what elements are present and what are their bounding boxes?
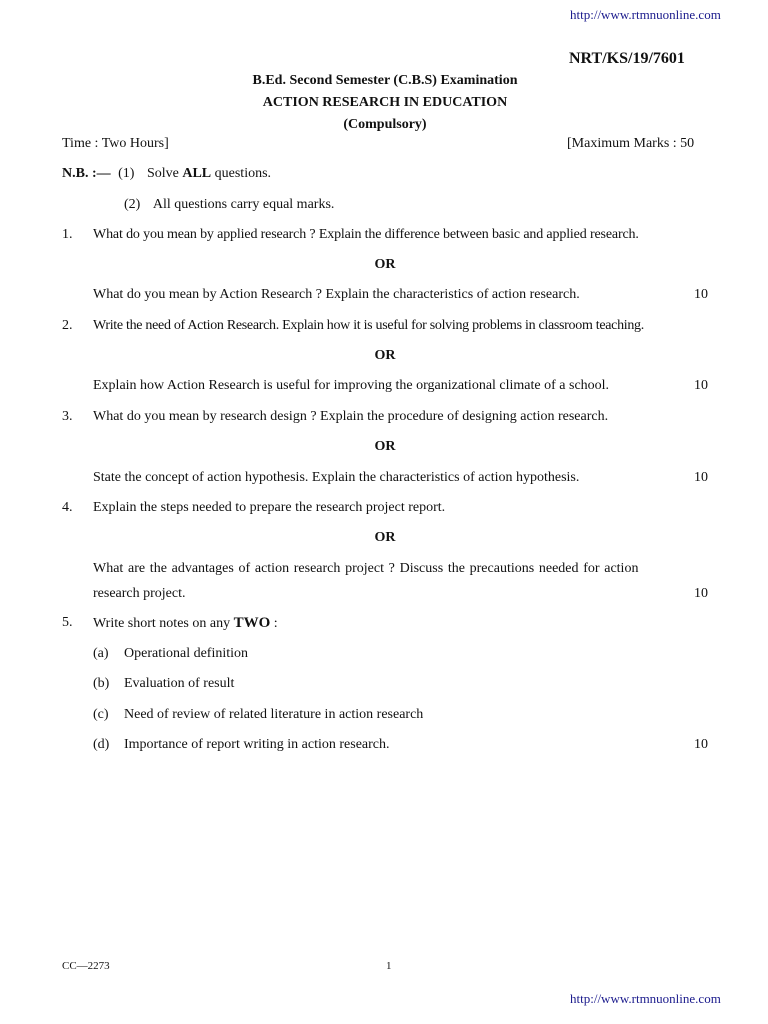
- compulsory-label: (Compulsory): [343, 117, 427, 132]
- question-5-bold: TWO: [233, 615, 271, 631]
- note-1-number: (1): [118, 166, 135, 181]
- page-number: 1: [386, 960, 392, 972]
- or-label: OR: [374, 530, 396, 545]
- q5-item-b-text: Evaluation of result: [124, 676, 235, 691]
- question-4-marks: 10: [694, 586, 708, 601]
- question-5-pre: Write short notes on any: [93, 616, 231, 631]
- time-label: Time : Two Hours]: [62, 136, 169, 151]
- source-url-top[interactable]: http://www.rtmnuonline.com: [570, 7, 721, 22]
- question-3-number: 3.: [62, 409, 73, 424]
- notes-line-1: [62, 166, 271, 182]
- notes-label: N.B. :—: [62, 166, 111, 181]
- question-5-number: 5.: [62, 615, 73, 630]
- subject-title: ACTION RESEARCH IN EDUCATION: [262, 95, 508, 110]
- question-1-text: What do you mean by applied research ? Explain the difference between basic and applied research.: [93, 227, 639, 242]
- q5-item-d-text: Importance of report writing in action research.: [124, 737, 390, 752]
- note-2-text: All questions carry equal marks.: [152, 197, 335, 212]
- question-2-marks: 10: [694, 378, 708, 393]
- question-4-alt-text-line-1: What are the advantages of action research project ? Discuss the precautions needed for action: [93, 561, 639, 576]
- question-4-number: 4.: [62, 500, 73, 515]
- question-2-alt-text: Explain how Action Research is useful for improving the organizational climate of a school.: [93, 378, 610, 393]
- or-label: OR: [374, 257, 396, 272]
- footer-code: CC—2273: [62, 960, 110, 972]
- question-5-text: [93, 615, 278, 632]
- q5-item-c-label: (c): [93, 707, 109, 722]
- q5-item-a-text: Operational definition: [124, 646, 249, 661]
- q5-item-c-text: Need of review of related literature in action research: [124, 707, 424, 722]
- question-5-post: :: [273, 616, 278, 631]
- q5-item-a-label: (a): [93, 646, 109, 661]
- question-5-marks: 10: [694, 737, 708, 752]
- question-3-alt-text: State the concept of action hypothesis. Explain the characteristics of action hypothesis.: [93, 470, 580, 485]
- or-label: OR: [374, 439, 396, 454]
- question-1-marks: 10: [694, 287, 708, 302]
- notes-line-2: [124, 197, 334, 213]
- or-label: OR: [374, 348, 396, 363]
- exam-title: B.Ed. Second Semester (C.B.S) Examination: [252, 73, 518, 88]
- question-2-text: Write the need of Action Research. Explain how it is useful for solving problems in classroom teaching.: [93, 318, 644, 333]
- question-1-number: 1.: [62, 227, 73, 242]
- question-3-text: What do you mean by research design ? Explain the procedure of designing action research.: [93, 409, 609, 424]
- max-marks-label: [Maximum Marks : 50: [567, 136, 695, 151]
- paper-code: NRT/KS/19/7601: [569, 50, 685, 67]
- source-url-bottom[interactable]: http://www.rtmnuonline.com: [570, 991, 721, 1006]
- q5-item-d-label: (d): [93, 737, 110, 752]
- q5-item-b-label: (b): [93, 676, 110, 691]
- question-1-alt-text: What do you mean by Action Research ? Explain the characteristics of action research.: [93, 287, 580, 302]
- question-3-marks: 10: [694, 470, 708, 485]
- question-4-alt-text-line-2: research project.: [93, 586, 186, 601]
- question-2-number: 2.: [62, 318, 73, 333]
- note-1-bold: ALL: [182, 166, 212, 181]
- note-1-pre: Solve: [146, 166, 179, 181]
- question-4-text: Explain the steps needed to prepare the research project report.: [93, 500, 446, 515]
- note-1-post: questions.: [214, 166, 272, 181]
- note-2-number: (2): [124, 197, 141, 212]
